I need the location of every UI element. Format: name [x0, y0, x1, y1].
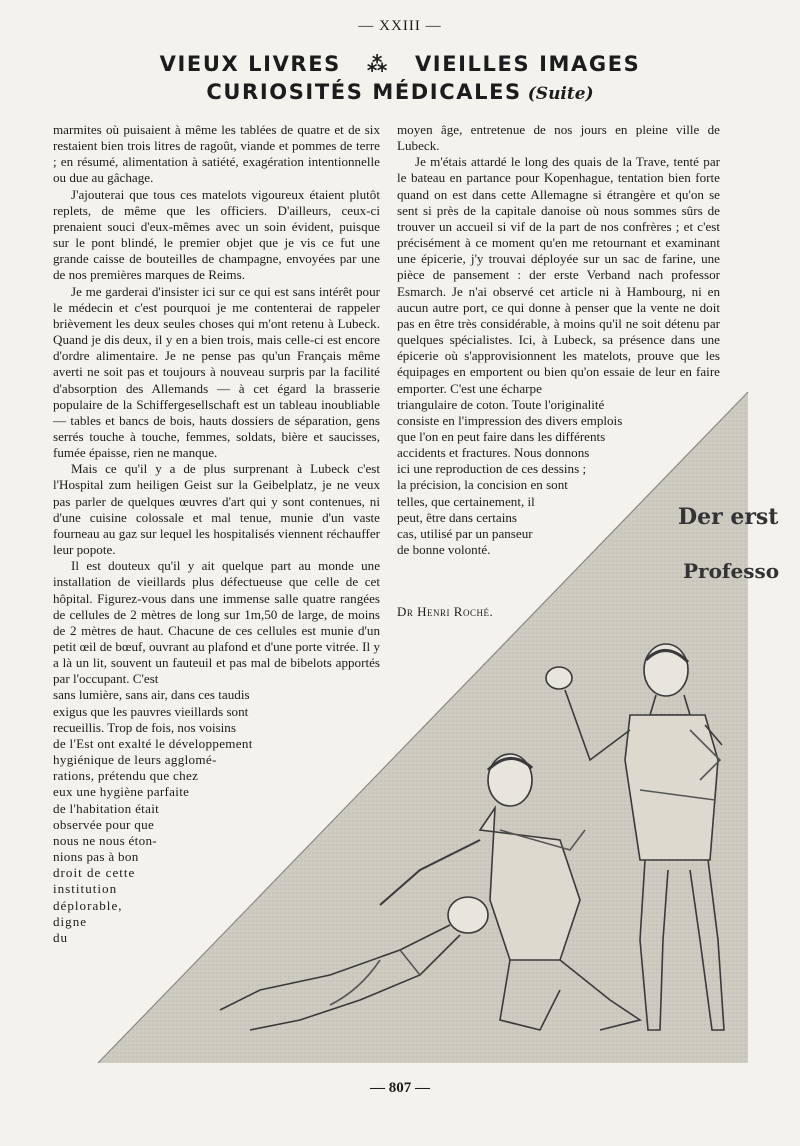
right-column: [397, 122, 720, 558]
text-line: institution: [53, 881, 118, 897]
text-line: accidents et fractures. Nous donnons: [397, 445, 590, 461]
text-line: que l'on en peut faire dans les différents: [397, 428, 606, 444]
text-line: cas, utilisé par un panseur: [397, 525, 533, 541]
text-line: rations, prétendu que chez: [53, 768, 199, 784]
right-column-tail: [397, 397, 720, 559]
text-line: la précision, la concision en sont: [397, 477, 568, 493]
left-column-tail: [53, 687, 380, 946]
scarf-text-2: Professo: [683, 559, 780, 583]
text-line: ici une reproduction de ces dessins ;: [397, 461, 587, 477]
text-line: peut, être dans certains: [397, 509, 517, 525]
paragraph: Mais ce qu'il y a de plus surprenant à Lubeck c'est l'Hospital zum heiligen Geist sur la Geibelplatz, je ne veux pas parler de quelques œuvres d'art qui y sont contenues, ni d'une cuisine colossale et mal tenue, munie d'un vaste fourneau au gaz sur lequel les hospitalisés viennent réchauffer leur popote.: [53, 461, 380, 558]
text-line: droit de cette: [53, 865, 136, 881]
text-line: sans lumière, sans air, dans ces taudis: [53, 687, 250, 703]
paragraph: Je me garderai d'insister ici sur ce qui est sans intérêt pour le médecin et c'est pourquoi je me contenterai de rappeler brièvement les deux seules choses qui m'ont retenu à Lubeck. Quand je dis deux, il y en a bien trois, mais celle-ci est encore d'ordre alimentaire. Je ne pense pas qu'un Français même averti ne soit pas et toujours à nouveau surpris par la facilité d'absorption des Allemands — à cet égard la brasserie populaire de la Schiffergesellschaft est un tableau inoubliable — tables et bancs de bois, hauts dossiers de séparation, gens serrés touche à touche, femmes, soldats, bière et saucisses, fumée épaisse, rien ne manque.: [53, 283, 380, 461]
text-line: eux une hygiène parfaite: [53, 784, 190, 800]
title-curiosites: CURIOSITÉS MÉDICALES: [206, 80, 522, 104]
paragraph: Je m'étais attardé le long des quais de la Trave, tenté par le bateau en partance pour Kopenhague, tentation bien forte quand on est dans cette Allemagne si étrangère et qu'on se sent si près de la capitale danoise où nous sommes sûrs de trouver un accueil si vif de la part de nos confrères ; et c'est précisément à ce moment qu'en me retournant et examinant une épicerie, j'y trouvai déployée sur un sac de farine, une pièce de pansement : der erste Verband nach professor Esmarch. Je n'ai observé cet article ni à Hambourg, ni en aucun autre port, ce qui donne à penser que la vente ne doit pas en être très considérable, à moins qu'il ne soit détenu par quelques spécialistes. Ici, à Lubeck, sa présence dans une épicerie où s'approvisionnent les matelots, prouve que les équipages en emportent ou bien qu'on essaie de leur en faire emporter. C'est une écharpe: [397, 154, 720, 396]
title-suite: (Suite): [527, 84, 594, 104]
page-number: — 807 —: [370, 1080, 430, 1096]
author-signature: Dr Henri Roché.: [397, 604, 494, 619]
text-line: digne: [53, 913, 88, 929]
text-line: observée pour que: [53, 816, 155, 832]
text-line: de l'Est ont exalté le développement: [53, 735, 253, 751]
left-column: [53, 122, 380, 946]
title-vieux-livres: VIEUX LIVRES: [159, 52, 341, 76]
text-line: recueillis. Trop de fois, nos voisins: [53, 719, 236, 735]
text-line: telles, que certainement, il: [397, 493, 535, 509]
text-line: de bonne volonté.: [397, 542, 491, 558]
scarf-text-1: Der erst: [678, 504, 779, 530]
top-folio: — XXIII —: [358, 18, 442, 34]
text-line: consiste en l'impression des divers emplois: [397, 412, 623, 428]
text-line: triangulaire de coton. Toute l'originalité: [397, 396, 605, 412]
text-line: nous ne nous éton-: [53, 832, 157, 848]
text-line: déplorable,: [53, 897, 123, 913]
text-line: hygiénique de leurs agglomé-: [53, 752, 217, 768]
section-title-line2: [0, 82, 800, 103]
text-line: nions pas à bon: [53, 849, 139, 865]
paragraph: marmites où puisaient à même les tablées de quatre et de six restaient bien trois litres de ragoût, viande et pommes de terre ; en résumé, alimentation à satiété, exagération intentionnelle ou due au gâchage.: [53, 122, 380, 186]
text-line: exigus que les pauvres vieillards sont: [53, 703, 249, 719]
ornament-icon: ⁂: [366, 52, 389, 76]
text-line: de l'habitation était: [53, 800, 160, 816]
section-title-line1: [0, 54, 800, 75]
paragraph: Il est douteux qu'il y ait quelque part au monde une installation de vieillards plus défectueuse que celle de cet hôpital. Figurez-vous dans une immense salle quatre rangées de cellules de 2 mètres de long sur 1m,50 de large, de moins de 2 mètres de haut. Chacune de ces cellules est munie d'un petit œil de bœuf, ouvrant au plafond et d'une porte vitrée. Il y a là un lit, souvent un fauteuil et pas mal de bibelots apportés par l'occupant. C'est: [53, 558, 380, 687]
text-line: du: [53, 929, 69, 945]
title-vieilles-images: VIEILLES IMAGES: [414, 52, 641, 76]
paragraph: moyen âge, entretenue de nos jours en pleine ville de Lubeck.: [397, 122, 720, 154]
paragraph: J'ajouterai que tous ces matelots vigoureux étaient plutôt replets, de même que les officiers. D'ailleurs, ceux-ci prenaient souci d'eux-mêmes avec un soin évident, puisque sur le pont blindé, le premier objet que je vis ce fut une grande caisse de bouteilles de champagne, envoyées par une de nos premières marques de Reims.: [53, 186, 380, 283]
